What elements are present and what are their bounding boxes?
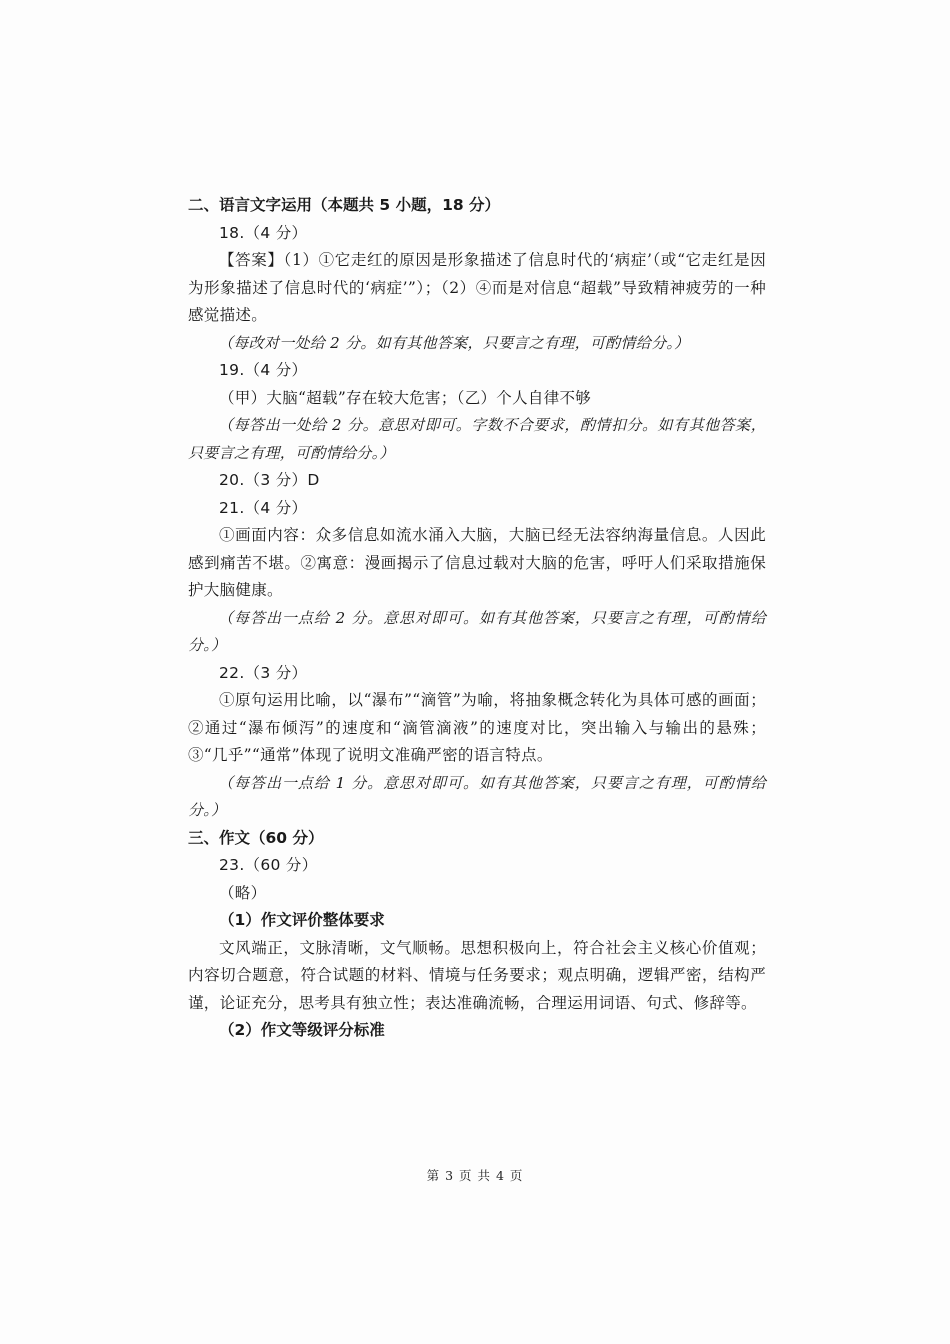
- question-21-number: 21.（4 分）: [219, 498, 308, 517]
- question-23-answer: （略）: [219, 883, 267, 902]
- question-19-answer: （甲）大脑“超载”存在较大危害；（乙）个人自律不够: [219, 388, 592, 407]
- answer-content: [188, 192, 766, 1045]
- question-18-number: 18.（4 分）: [219, 223, 308, 242]
- question-18-note: （每改对一处给 2 分。如有其他答案，只要言之有理，可酌情给分。）: [218, 333, 690, 352]
- question-23-number: 23.（60 分）: [219, 856, 318, 874]
- section-3-heading: 三、作文（60 分）: [188, 828, 324, 847]
- question-21-note: （每答出一点给 2 分。意思对即可。如有其他答案，只要言之有理，可酌情给分。）: [188, 608, 766, 654]
- essay-requirements-text: 文风端正，文脉清晰，文气顺畅。思想积极向上，符合社会主义核心价值观；内容切合题意，符合试题的材料、情境与任务要求；观点明确，逻辑严密，结构严谨，论证充分，思考具有独立性；表达准确流畅，合理运用词语、句式、修辞等。: [188, 938, 766, 1012]
- section-2-heading: 二、语言文字运用（本题共 5 小题，18 分）: [188, 196, 501, 214]
- essay-grading-standards-title: （2）作文等级评分标准: [219, 1021, 385, 1039]
- question-22-number: 22.（3 分）: [219, 663, 308, 682]
- question-21-answer: ①画面内容：众多信息如流水涌入大脑，大脑已经无法容纳海量信息。人因此感到痛苦不堪。②寓意：漫画揭示了信息过载对大脑的危害，呼吁人们采取措施保护大脑健康。: [188, 526, 766, 599]
- question-19-note: （每答出一处给 2 分。意思对即可。字数不合要求，酌情扣分。如有其他答案，只要言之有理，可酌情给分。）: [188, 416, 766, 462]
- question-18-answer: 【答案】（1）①它走红的原因是形象描述了信息时代的‘病症’（或“它走红是因为形象描述了信息时代的‘病症’”）；（2）④而是对信息“超载”导致精神疲劳的一种感觉描述。: [188, 251, 766, 324]
- essay-requirements-title: （1）作文评价整体要求: [219, 911, 385, 929]
- question-22-note: （每答出一点给 1 分。意思对即可。如有其他答案，只要言之有理，可酌情给分。）: [188, 773, 766, 819]
- question-20-number: 20.（3 分）D: [219, 471, 320, 489]
- page-number-footer: 第 3 页 共 4 页: [426, 1168, 524, 1183]
- question-19-number: 19.（4 分）: [219, 361, 308, 379]
- question-22-answer: ①原句运用比喻，以“瀑布”“滴管”为喻，将抽象概念转化为具体可感的画面；②通过“瀑布倾泻”的速度和“滴管滴液”的速度对比，突出输入与输出的悬殊；③“几乎”“通常”体现了说明文准确严密的语言特点。: [188, 691, 766, 764]
